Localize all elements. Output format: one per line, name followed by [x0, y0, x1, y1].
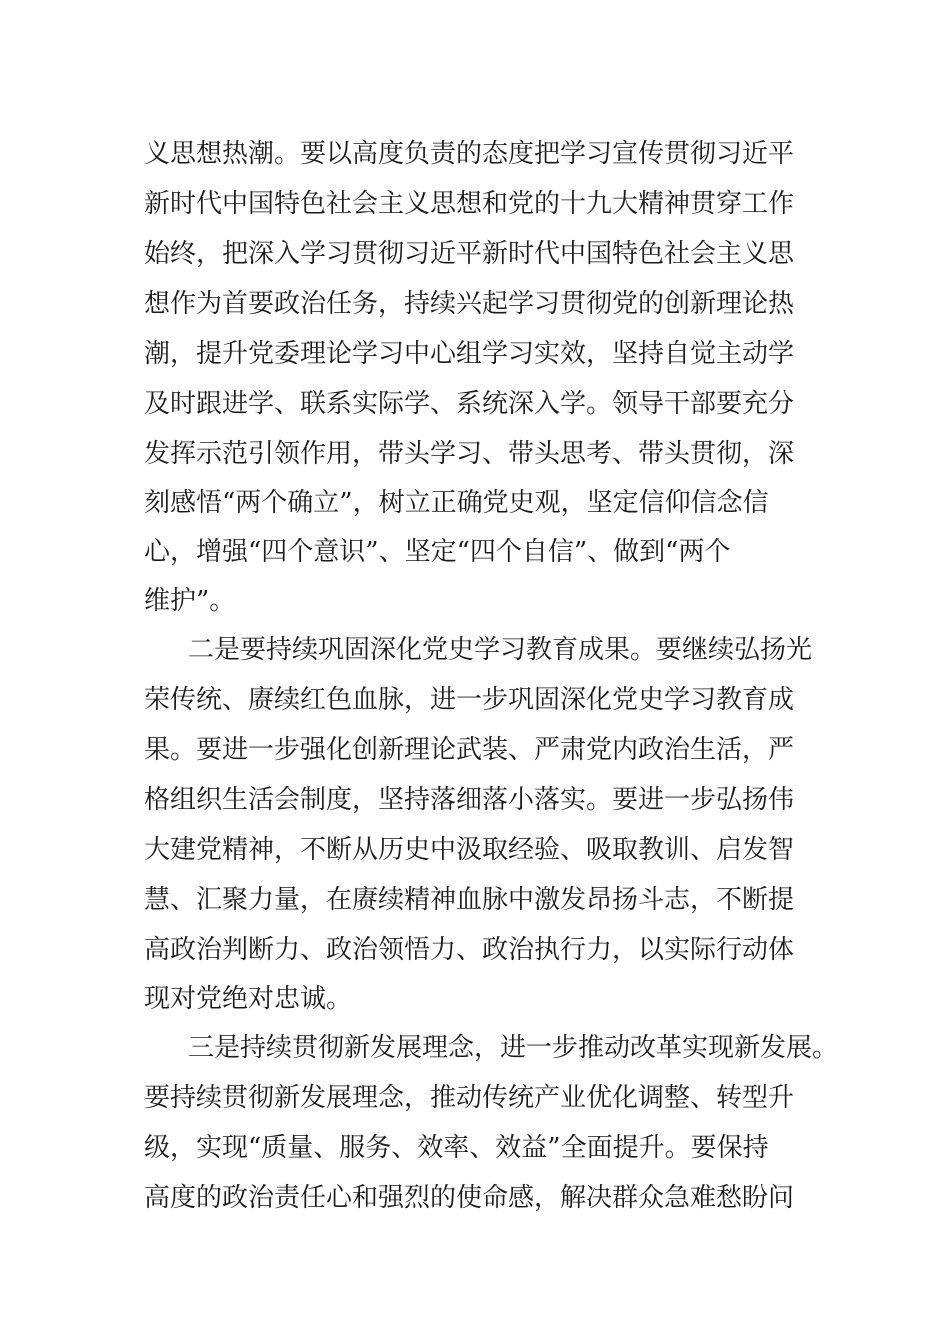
text-line: 荣传统、赓续红色血脉，进一步巩固深化党史学习教育成 — [144, 685, 795, 715]
text-line: 及时跟进学、联系实际学、系统深入学。领导干部要充分 — [144, 389, 795, 419]
text-line: 高政治判断力、政治领悟力、政治执行力，以实际行动体 — [144, 935, 795, 965]
text-line: 级，实现“质量、服务、效率、效益”全面提升。要保持 — [144, 1133, 769, 1163]
text-line: 始终，把深入学习贯彻习近平新时代中国特色社会主义思 — [144, 239, 795, 269]
text-line: 心，增强“四个意识”、坚定“四个自信”、做到“两个 — [144, 537, 731, 567]
paragraph-start-line: 三是持续贯彻新发展理念，进一步推动改革实现新发展。 — [188, 1033, 839, 1063]
text-line: 新时代中国特色社会主义思想和党的十九大精神贯穿工作 — [144, 189, 795, 219]
text-line: 要持续贯彻新发展理念，推动传统产业优化调整、转型升 — [144, 1083, 795, 1113]
text-line: 刻感悟“两个确立”，树立正确党史观，坚定信仰信念信 — [144, 488, 769, 518]
text-line: 义思想热潮。要以高度负责的态度把学习宣传贯彻习近平 — [144, 139, 795, 169]
text-line: 潮，提升党委理论学习中心组学习实效，坚持自觉主动学 — [144, 339, 795, 369]
text-line: 果。要进一步强化创新理论武装、严肃党内政治生活，严 — [144, 735, 795, 765]
text-line: 格组织生活会制度，坚持落细落小落实。要进一步弘扬伟 — [144, 785, 795, 815]
text-line: 维护”。 — [144, 586, 236, 616]
text-line: 发挥示范引领作用，带头学习、带头思考、带头贯彻，深 — [144, 439, 795, 469]
text-line: 大建党精神，不断从历史中汲取经验、吸取教训、启发智 — [144, 835, 795, 865]
text-line: 高度的政治责任心和强烈的使命感，解决群众急难愁盼问 — [144, 1183, 795, 1213]
paragraph-start-line: 二是要持续巩固深化党史学习教育成果。要继续弘扬光 — [188, 635, 813, 665]
text-line: 现对党绝对忠诚。 — [144, 984, 353, 1014]
text-line: 慧、汇聚力量，在赓续精神血脉中激发昂扬斗志，不断提 — [144, 885, 795, 915]
text-line: 想作为首要政治任务，持续兴起学习贯彻党的创新理论热 — [144, 289, 795, 319]
